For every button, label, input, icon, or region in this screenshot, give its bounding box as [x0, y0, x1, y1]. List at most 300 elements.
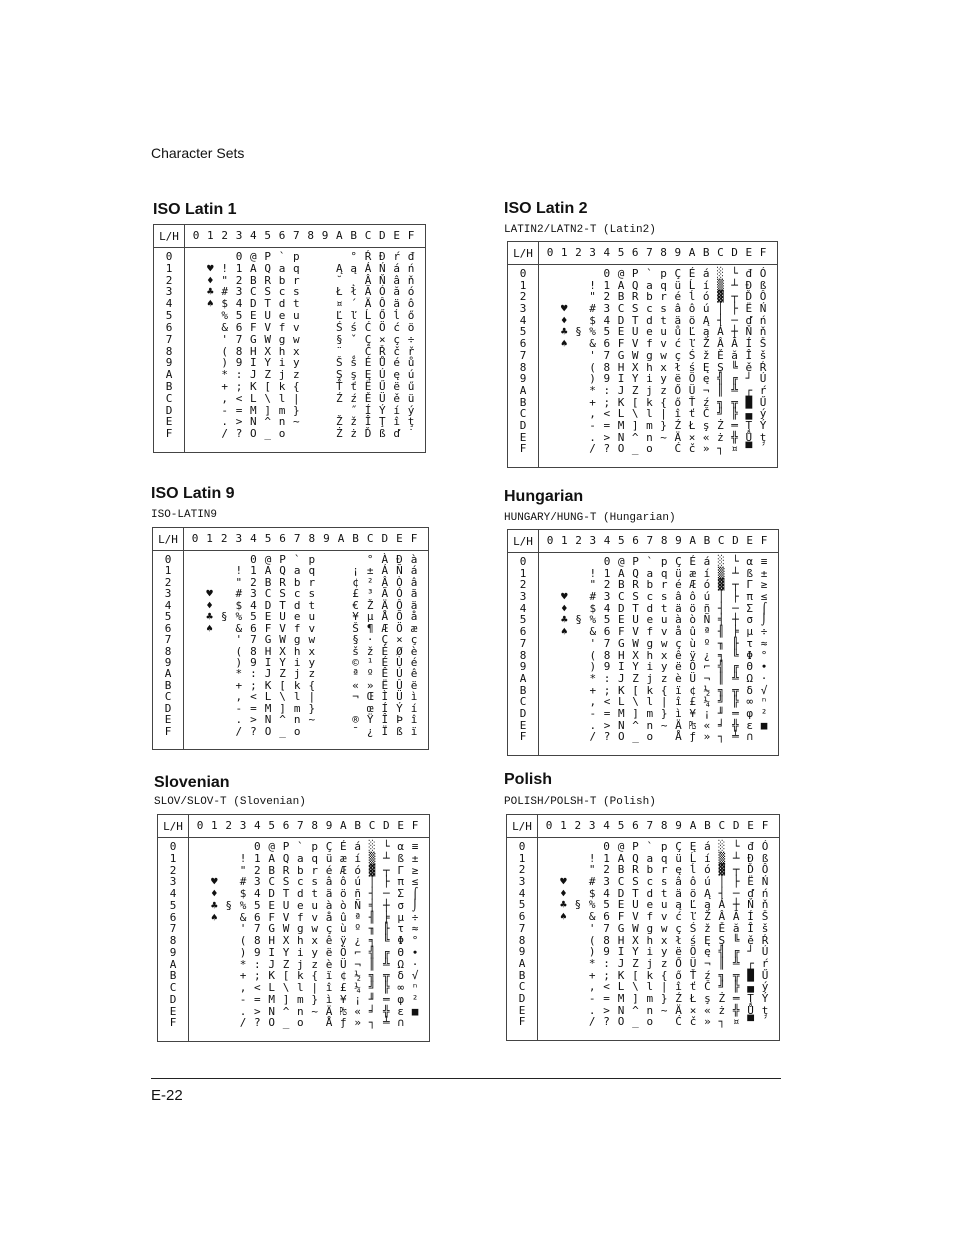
char-cell: ~	[311, 1004, 318, 1018]
char-cell: #	[221, 285, 228, 299]
char-cell: Æ	[689, 578, 696, 592]
column-header: 1	[206, 532, 213, 545]
char-cell: 5	[235, 309, 243, 323]
char-cell: j	[646, 671, 654, 685]
table-divider	[537, 837, 538, 1040]
row-header: 3	[519, 302, 527, 316]
char-cell: Ê	[381, 667, 389, 681]
char-cell: X	[279, 644, 286, 658]
char-cell: ź	[702, 395, 710, 409]
char-cell: Θ	[397, 945, 404, 959]
char-cell: i	[297, 945, 304, 959]
char-cell: ù	[340, 922, 347, 936]
char-cell: O	[264, 724, 272, 738]
column-header: 7	[646, 534, 654, 547]
row-header: 9	[519, 372, 527, 386]
char-cell: Ÿ	[366, 713, 374, 727]
char-cell: 1	[235, 261, 243, 275]
char-cell: ┤	[717, 313, 724, 327]
column-header: 0	[191, 532, 199, 545]
row-header: E	[518, 1003, 526, 1017]
char-cell: W	[632, 636, 639, 650]
char-cell: φ	[397, 992, 404, 1006]
char-cell: [	[631, 395, 639, 409]
row-header: D	[169, 992, 177, 1006]
char-cell: ≡	[760, 555, 768, 568]
char-cell: Æ	[381, 621, 389, 635]
char-cell: f	[646, 910, 654, 924]
char-cell: 1	[250, 564, 257, 578]
char-cell: y	[311, 945, 318, 959]
column-header: 1	[560, 246, 568, 259]
char-cell: Ñ	[354, 898, 361, 912]
char-cell: )	[235, 655, 243, 669]
char-cell: ╔	[383, 945, 390, 959]
char-cell: #	[589, 302, 596, 316]
char-cell: ô	[407, 297, 415, 311]
char-cell: ß	[761, 851, 769, 865]
footer-rule	[151, 1078, 781, 1079]
row-header: A	[169, 957, 177, 971]
polish-table	[506, 814, 780, 1041]
char-cell: }	[660, 706, 668, 720]
char-cell: ├	[732, 875, 740, 889]
char-cell: q	[311, 851, 318, 865]
char-cell: |	[660, 695, 668, 709]
char-cell: ⌡	[760, 613, 768, 627]
char-cell: ¥	[689, 706, 696, 720]
iso-latin-1-table	[153, 224, 426, 453]
row-header: 0	[519, 267, 527, 280]
row-header: 4	[165, 297, 173, 311]
char-cell: `	[278, 250, 286, 263]
char-cell: Ą	[336, 261, 343, 275]
char-cell: .	[239, 1004, 247, 1018]
char-cell: ¿	[703, 648, 711, 662]
char-cell: Ć	[364, 320, 372, 334]
char-cell: 9	[250, 655, 257, 669]
row-header: 1	[519, 278, 527, 292]
char-cell: ┬	[732, 863, 740, 877]
char-cell: Š	[761, 910, 769, 924]
char-cell: [	[264, 379, 271, 393]
char-cell: a	[646, 566, 654, 580]
row-header: 0	[519, 555, 527, 568]
char-cell: 3	[254, 875, 261, 889]
char-cell: ╚	[731, 360, 738, 374]
char-cell: :	[254, 957, 261, 971]
char-cell: )	[589, 372, 596, 386]
char-cell: p	[660, 840, 668, 853]
char-cell: º	[354, 922, 361, 936]
char-cell: š	[759, 348, 767, 362]
char-cell: P	[632, 840, 639, 853]
char-cell: |	[293, 391, 300, 405]
char-cell: Ü	[379, 391, 386, 405]
char-cell: Ž	[704, 910, 711, 924]
char-cell: S	[631, 302, 639, 316]
char-cell: ╬	[731, 430, 738, 444]
column-header: F	[761, 819, 769, 832]
iso-latin-1-title: ISO Latin 1	[153, 201, 237, 218]
char-cell: _	[631, 442, 639, 456]
char-cell: z	[660, 671, 668, 685]
char-cell: w	[660, 636, 668, 650]
char-cell: ▓	[368, 863, 376, 877]
row-header: 0	[518, 840, 526, 853]
iso-latin-9-table	[152, 527, 429, 750]
char-cell: ┴	[383, 851, 390, 865]
char-cell: <	[250, 690, 257, 704]
char-cell: m	[646, 418, 653, 432]
char-cell: ⁿ	[760, 695, 768, 709]
column-header: 7	[646, 246, 653, 259]
row-header: 7	[164, 633, 172, 647]
char-cell: ę	[704, 945, 711, 959]
char-cell: Ă	[364, 285, 372, 299]
table-divider	[183, 550, 184, 749]
char-cell: y	[308, 655, 316, 669]
column-header: 1	[211, 819, 218, 832]
char-cell: #	[235, 587, 243, 601]
char-cell: Ů	[379, 356, 386, 370]
char-cell: L	[268, 981, 275, 994]
char-cell: ²	[366, 575, 374, 589]
row-header: 3	[164, 587, 172, 601]
char-cell: Ź	[336, 391, 343, 405]
char-cell: €	[352, 598, 359, 612]
char-cell: 0	[250, 553, 257, 566]
row-header: 8	[164, 644, 172, 658]
char-cell: )	[589, 660, 597, 674]
column-header: 4	[603, 819, 610, 832]
char-cell: H	[264, 644, 272, 658]
char-cell: ╬	[732, 1003, 740, 1017]
row-header: 9	[518, 945, 526, 959]
char-cell: g	[278, 332, 286, 346]
char-cell: c	[293, 587, 301, 601]
char-cell: æ	[410, 621, 418, 635]
char-cell: j	[646, 383, 653, 397]
char-cell: â	[675, 590, 682, 604]
corner-label: L/H	[163, 820, 183, 833]
char-cell: î	[674, 407, 682, 421]
char-cell: ♦	[211, 887, 218, 900]
char-cell: k	[293, 678, 301, 692]
char-cell: ,	[589, 407, 596, 421]
char-cell: i	[646, 372, 653, 386]
char-cell: x	[660, 933, 668, 947]
char-cell: Φ	[397, 934, 404, 947]
char-cell: ═	[383, 992, 390, 1006]
char-cell: p	[311, 840, 318, 853]
row-header: 3	[518, 875, 526, 889]
char-cell: ╗	[717, 683, 725, 697]
char-cell: V	[632, 625, 639, 639]
char-cell: đ	[407, 250, 415, 263]
column-header: B	[350, 229, 357, 242]
char-cell: x	[660, 648, 668, 662]
char-cell: ╩	[732, 956, 740, 970]
char-cell: ć	[675, 910, 682, 924]
row-header: E	[164, 713, 172, 727]
char-cell: ╝	[717, 407, 724, 421]
column-header: 3	[589, 534, 597, 547]
char-cell: ę	[675, 863, 682, 877]
char-cell: H	[617, 360, 625, 374]
char-cell: ů	[407, 356, 415, 370]
char-cell: á	[704, 840, 711, 853]
char-cell: Ő	[379, 309, 386, 323]
char-cell: ť	[689, 980, 697, 994]
char-cell: Ä	[381, 598, 389, 612]
char-cell: 8	[603, 648, 611, 662]
char-cell: Ű	[379, 379, 386, 393]
char-cell: Y	[632, 945, 639, 959]
char-cell: R	[282, 863, 290, 877]
char-cell: #	[589, 590, 597, 604]
char-cell: ]	[632, 991, 639, 1005]
char-cell: ─	[383, 887, 390, 900]
char-cell: Ë	[364, 379, 372, 393]
char-cell: w	[311, 922, 318, 936]
char-cell: ù	[689, 636, 696, 650]
char-cell: w	[660, 348, 667, 362]
char-cell: ť	[688, 407, 696, 421]
char-cell: ├	[383, 875, 390, 889]
char-cell: À	[381, 553, 389, 566]
char-cell: «	[703, 718, 711, 732]
char-cell: Ý	[761, 991, 769, 1005]
char-cell: Ô	[761, 863, 769, 877]
char-cell: 6	[250, 621, 257, 635]
char-cell: I	[618, 660, 625, 674]
char-cell: F	[264, 621, 272, 635]
char-cell: ś	[689, 933, 697, 947]
char-cell: ž	[350, 415, 357, 429]
char-cell: î	[410, 713, 418, 727]
char-cell: i	[278, 356, 286, 370]
char-cell: ⁿ	[411, 981, 419, 994]
char-cell: Ť	[688, 395, 696, 409]
char-cell: æ	[689, 566, 696, 580]
iso-latin-2-title: ISO Latin 2	[504, 200, 588, 217]
row-header: 0	[164, 553, 172, 566]
char-cell: í	[393, 403, 400, 417]
row-header: F	[519, 442, 527, 456]
char-cell: .	[588, 1003, 596, 1017]
char-cell: e	[646, 325, 653, 339]
char-cell: @	[617, 840, 625, 853]
char-cell: Â	[364, 273, 372, 287]
char-cell: £	[689, 695, 696, 709]
char-cell: œ	[366, 701, 374, 715]
char-cell: 1	[603, 566, 611, 580]
char-cell: H	[617, 933, 625, 947]
row-header: E	[519, 430, 527, 444]
char-cell: i	[646, 660, 654, 674]
char-cell: !	[239, 851, 247, 865]
char-cell: ║	[368, 957, 376, 971]
char-cell: ì	[325, 992, 333, 1006]
row-header: 1	[165, 261, 173, 275]
char-cell: D	[617, 886, 625, 900]
char-cell: ┴	[731, 278, 738, 292]
char-cell: {	[293, 379, 300, 393]
char-cell: ♥	[206, 587, 213, 601]
char-cell: ´	[759, 442, 767, 456]
char-cell: ┴	[732, 566, 739, 580]
row-header: 8	[519, 648, 527, 662]
column-header: 3	[588, 819, 596, 832]
char-cell: đ	[745, 267, 753, 280]
char-cell: ë	[325, 945, 333, 959]
char-cell: ╠	[731, 407, 738, 421]
column-header: 4	[603, 246, 611, 259]
char-cell: ë	[674, 372, 682, 386]
char-cell: 3	[250, 587, 257, 601]
char-cell: ^	[264, 415, 271, 429]
char-cell: ■	[411, 1004, 419, 1018]
char-cell: ≥	[411, 863, 419, 877]
char-cell: ª	[703, 625, 711, 639]
column-header: 8	[307, 229, 314, 242]
row-header: A	[519, 383, 527, 397]
char-cell: «	[704, 1003, 711, 1017]
char-cell: ú	[407, 368, 415, 382]
char-cell: æ	[340, 851, 347, 865]
char-cell: ü	[675, 851, 682, 865]
char-cell: ε	[746, 718, 754, 732]
char-cell: =	[603, 418, 611, 432]
char-cell: s	[293, 285, 300, 299]
char-cell: ò	[689, 613, 696, 627]
char-cell: `	[646, 555, 654, 568]
row-header: 9	[519, 660, 527, 674]
char-cell: Â	[717, 337, 724, 351]
char-cell: ő	[675, 968, 682, 982]
char-cell: ┌	[747, 956, 754, 970]
char-cell: å	[410, 610, 418, 624]
char-cell: ő	[407, 309, 415, 323]
char-cell: ţ	[761, 1003, 769, 1017]
char-cell: ¿	[354, 934, 361, 947]
char-cell: &	[589, 625, 597, 639]
char-cell: ě	[747, 933, 754, 947]
column-header: 1	[560, 534, 568, 547]
char-cell: C	[264, 587, 272, 601]
char-cell: Í	[747, 910, 754, 924]
row-header: A	[164, 667, 172, 681]
char-cell: ª	[354, 910, 361, 924]
char-cell: ç	[393, 332, 400, 346]
char-cell: ▄	[747, 980, 754, 994]
char-cell: ö	[689, 886, 697, 900]
char-cell: m	[278, 403, 286, 417]
char-cell: Ż	[717, 418, 724, 432]
char-cell: ˝	[350, 403, 357, 417]
char-cell: V	[264, 320, 271, 334]
char-cell: Ň	[379, 273, 386, 287]
char-cell: Ñ	[396, 564, 403, 578]
char-cell: R	[632, 863, 639, 877]
column-header: F	[760, 534, 768, 547]
char-cell: "	[589, 290, 596, 304]
row-header: 8	[519, 360, 527, 374]
char-cell: ┼	[732, 613, 739, 627]
char-cell: ź	[704, 968, 711, 982]
char-cell: ~	[660, 1003, 668, 1017]
char-cell: y	[660, 945, 668, 959]
char-cell: W	[282, 922, 290, 936]
column-header: 7	[293, 229, 300, 242]
char-cell: ŕ	[759, 383, 767, 397]
column-header: 2	[225, 819, 232, 832]
char-cell: ß	[759, 278, 767, 292]
char-cell: 2	[235, 273, 243, 287]
char-cell: Ď	[364, 427, 372, 441]
char-cell: f	[278, 320, 286, 334]
char-cell: C	[617, 302, 625, 316]
char-cell: ┘	[747, 945, 754, 959]
char-cell: ť	[350, 379, 357, 393]
char-cell: Ś	[689, 921, 697, 935]
char-cell: µ	[746, 625, 754, 639]
char-cell: R	[631, 290, 639, 304]
char-cell: ¹	[366, 655, 374, 669]
char-cell: P	[631, 267, 639, 280]
char-cell: 9	[235, 356, 243, 370]
char-cell: č	[689, 1015, 697, 1029]
char-cell: G	[618, 636, 625, 650]
char-cell: í	[702, 278, 710, 292]
char-cell: u	[660, 325, 667, 339]
char-cell: :	[603, 671, 611, 685]
char-cell: Ą	[704, 886, 711, 900]
char-cell: T	[632, 601, 639, 615]
char-cell: V	[279, 621, 286, 635]
char-cell: -	[588, 991, 596, 1005]
char-cell: H	[268, 934, 275, 947]
char-cell: z	[311, 957, 318, 971]
char-cell: Ö	[689, 660, 696, 674]
char-cell: ♥	[207, 261, 214, 275]
column-header: D	[732, 534, 739, 547]
char-cell: 6	[235, 320, 243, 334]
char-cell: J	[618, 671, 625, 685]
char-cell: Ő	[675, 956, 682, 970]
char-cell: «	[354, 1004, 361, 1018]
char-cell: v	[308, 621, 316, 635]
char-cell: ö	[689, 601, 696, 615]
char-cell: ±	[366, 564, 374, 578]
char-cell: ┼	[383, 898, 390, 912]
char-cell: └	[383, 840, 390, 853]
char-cell: <	[235, 391, 243, 405]
char-cell: ü	[675, 566, 682, 580]
column-header: C	[717, 246, 724, 259]
char-cell: ´	[350, 297, 357, 311]
char-cell: │	[717, 302, 724, 316]
char-cell: ╜	[368, 992, 376, 1006]
char-cell: ƒ	[340, 1016, 347, 1030]
char-cell: Γ	[746, 578, 754, 592]
row-header: 4	[518, 886, 526, 900]
char-cell: 9	[603, 372, 611, 386]
char-cell: K	[268, 969, 275, 983]
char-cell: ä	[410, 598, 418, 612]
char-cell: ╚	[732, 933, 740, 947]
